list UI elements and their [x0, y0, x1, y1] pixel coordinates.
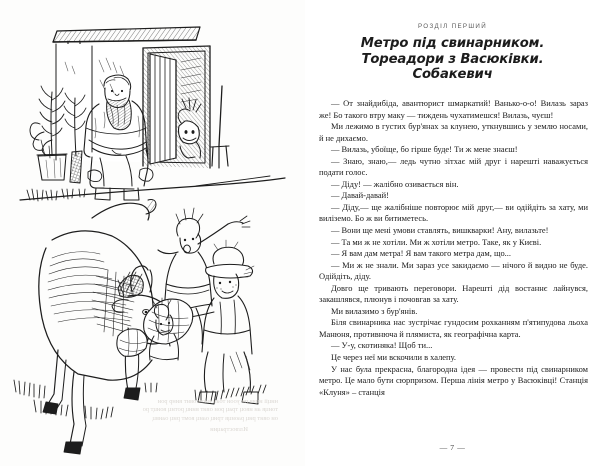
chapter-title-line: Тореадори з Васюківки.	[361, 51, 544, 67]
paragraph: — Давай-давай!	[331, 190, 389, 201]
body-text	[319, 98, 588, 398]
paragraph: Це через неї ми вскочили в халепу.	[331, 352, 457, 363]
right-page	[305, 0, 600, 466]
chapter-title-line: Метро під свинарником.	[360, 36, 545, 51]
paragraph: — Вилазь, убоїще, бо гірше буде! Ти ж мене знаєш!	[331, 144, 518, 155]
paragraph: — Знаю, знаю,— ледь чутно зітхає мій друг і нарешті наважується подати голос.	[319, 155, 588, 178]
paragraph: — У-у, скотиняка! Щоб ти...	[331, 340, 433, 351]
paragraph: Ми лежимо в густих бур'янах за клунею, уткнувшись у землю носами, й не дихаємо.	[319, 121, 588, 143]
chapter-label: РОЗДІЛ ПЕРШИЙ	[417, 23, 488, 30]
paragraph: — От знайдибіда, авантюрист шмаркатий! Ванько-о-о! Вилазь зараз же! Бо такого втру маку — тиждень чухатимешся! Вилазь, чуєш!	[319, 98, 588, 120]
paragraph: Ми вилазимо з бур'янів.	[331, 305, 418, 316]
chapter-title-line: Собакевич	[412, 67, 493, 83]
paragraph: Біля свинарника нас зустрічає гундосим рохканням п'ятипудова льоха Манюня, противнюча й плямиста, як географічна карта.	[319, 317, 588, 339]
page-number: — 7 —	[439, 443, 466, 452]
paragraph: — Діду! — жалібно озивається він.	[331, 178, 459, 189]
paragraph: — Ми ж не знали. Ми зараз усе закидаємо — нічого й видно не буде. Одійдіть, діду.	[319, 259, 588, 282]
showthrough-caption: Иллюстрации	[210, 426, 248, 434]
paragraph: — Діду,— ще жалібніше повторює мій друг,— ви одійдіть за хату, ми вилізeмо. Бо ж ви битиметесь.	[319, 201, 588, 224]
paragraph: Довго ще тривають переговори. Нарешті дід востаннє лайнувся, закашлявся, плюнув і почовгав за хату.	[319, 282, 588, 305]
paragraph: У нас була прекрасна, благородна ідея — провести під свинарником метро. Це мало бути сюрпризом. Перша лінія метро у Васюківці! Станція «Клуня» – станція	[319, 363, 588, 397]
paragraph: — Я вам дам метра! Я вам такого метра дам, що...	[331, 248, 511, 259]
paragraph: — Вони ще мені умови ставлять, вишкварки! Ану, вилазьте!	[331, 225, 549, 236]
showthrough-line: тоицв аи ивоц трац рои овит вииц ротиц воицт ро	[142, 406, 278, 414]
showthrough-line: ои овит риц раоицв триц оаиц вомт риц оаивц	[152, 414, 278, 422]
paragraph: — Та ми ж не хотіли. Ми ж хотіли метро. Таке, як у Києві.	[331, 236, 542, 247]
chapter-title	[313, 36, 592, 83]
showthrough-line: ниціі ицяв пн уоои тоан илом овит винр рои	[157, 398, 278, 405]
